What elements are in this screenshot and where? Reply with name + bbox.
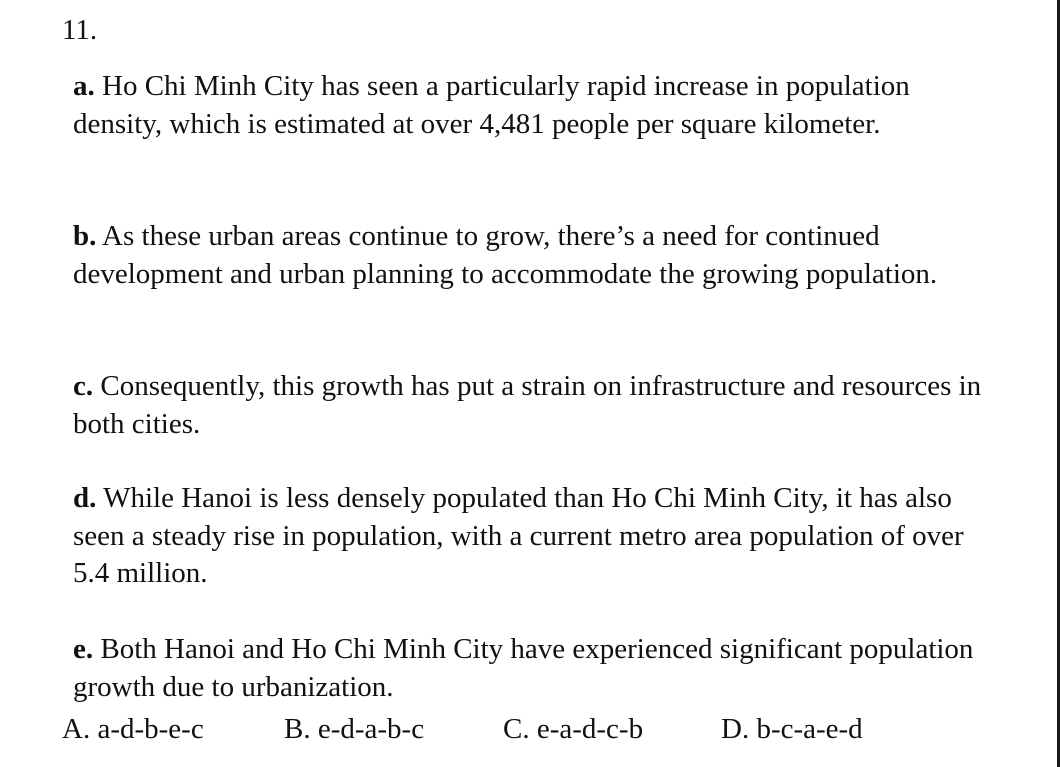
sentence-b [73, 218, 1003, 293]
sentence-text: Consequently, this growth has put a strain on infrastructure and resources in both cities. [73, 370, 982, 440]
sentence-text: As these urban areas continue to grow, there’s a need for continued development and urban planning to accommodate the growing population. [73, 220, 938, 290]
option-b[interactable]: B. e-d-a-b-c [284, 713, 425, 745]
option-c[interactable]: C. e-a-d-c-b [503, 713, 644, 745]
sentence-letter: b. [73, 220, 97, 252]
sentence-text: Ho Chi Minh City has seen a particularly rapid increase in population density, which is estimated at over 4,481 people per square kilometer. [73, 70, 910, 140]
sentence-letter: d. [73, 482, 97, 514]
sentence-text: Both Hanoi and Ho Chi Minh City have experienced significant population growth due to urbanization. [73, 633, 974, 703]
sentence-a [73, 68, 1003, 143]
question-number: 11. [62, 14, 98, 46]
sentence-text: While Hanoi is less densely populated than Ho Chi Minh City, it has also seen a steady rise in population, with a current metro area population of over 5.4 million. [73, 482, 964, 589]
sentence-letter: e. [73, 633, 94, 665]
option-a[interactable]: A. a-d-b-e-c [62, 713, 204, 745]
sentence-d [73, 480, 1003, 593]
sentence-c [73, 368, 1003, 443]
sentence-letter: a. [73, 70, 95, 102]
sentence-e [73, 631, 1003, 706]
sentence-letter: c. [73, 370, 94, 402]
option-d[interactable]: D. b-c-a-e-d [721, 713, 863, 745]
